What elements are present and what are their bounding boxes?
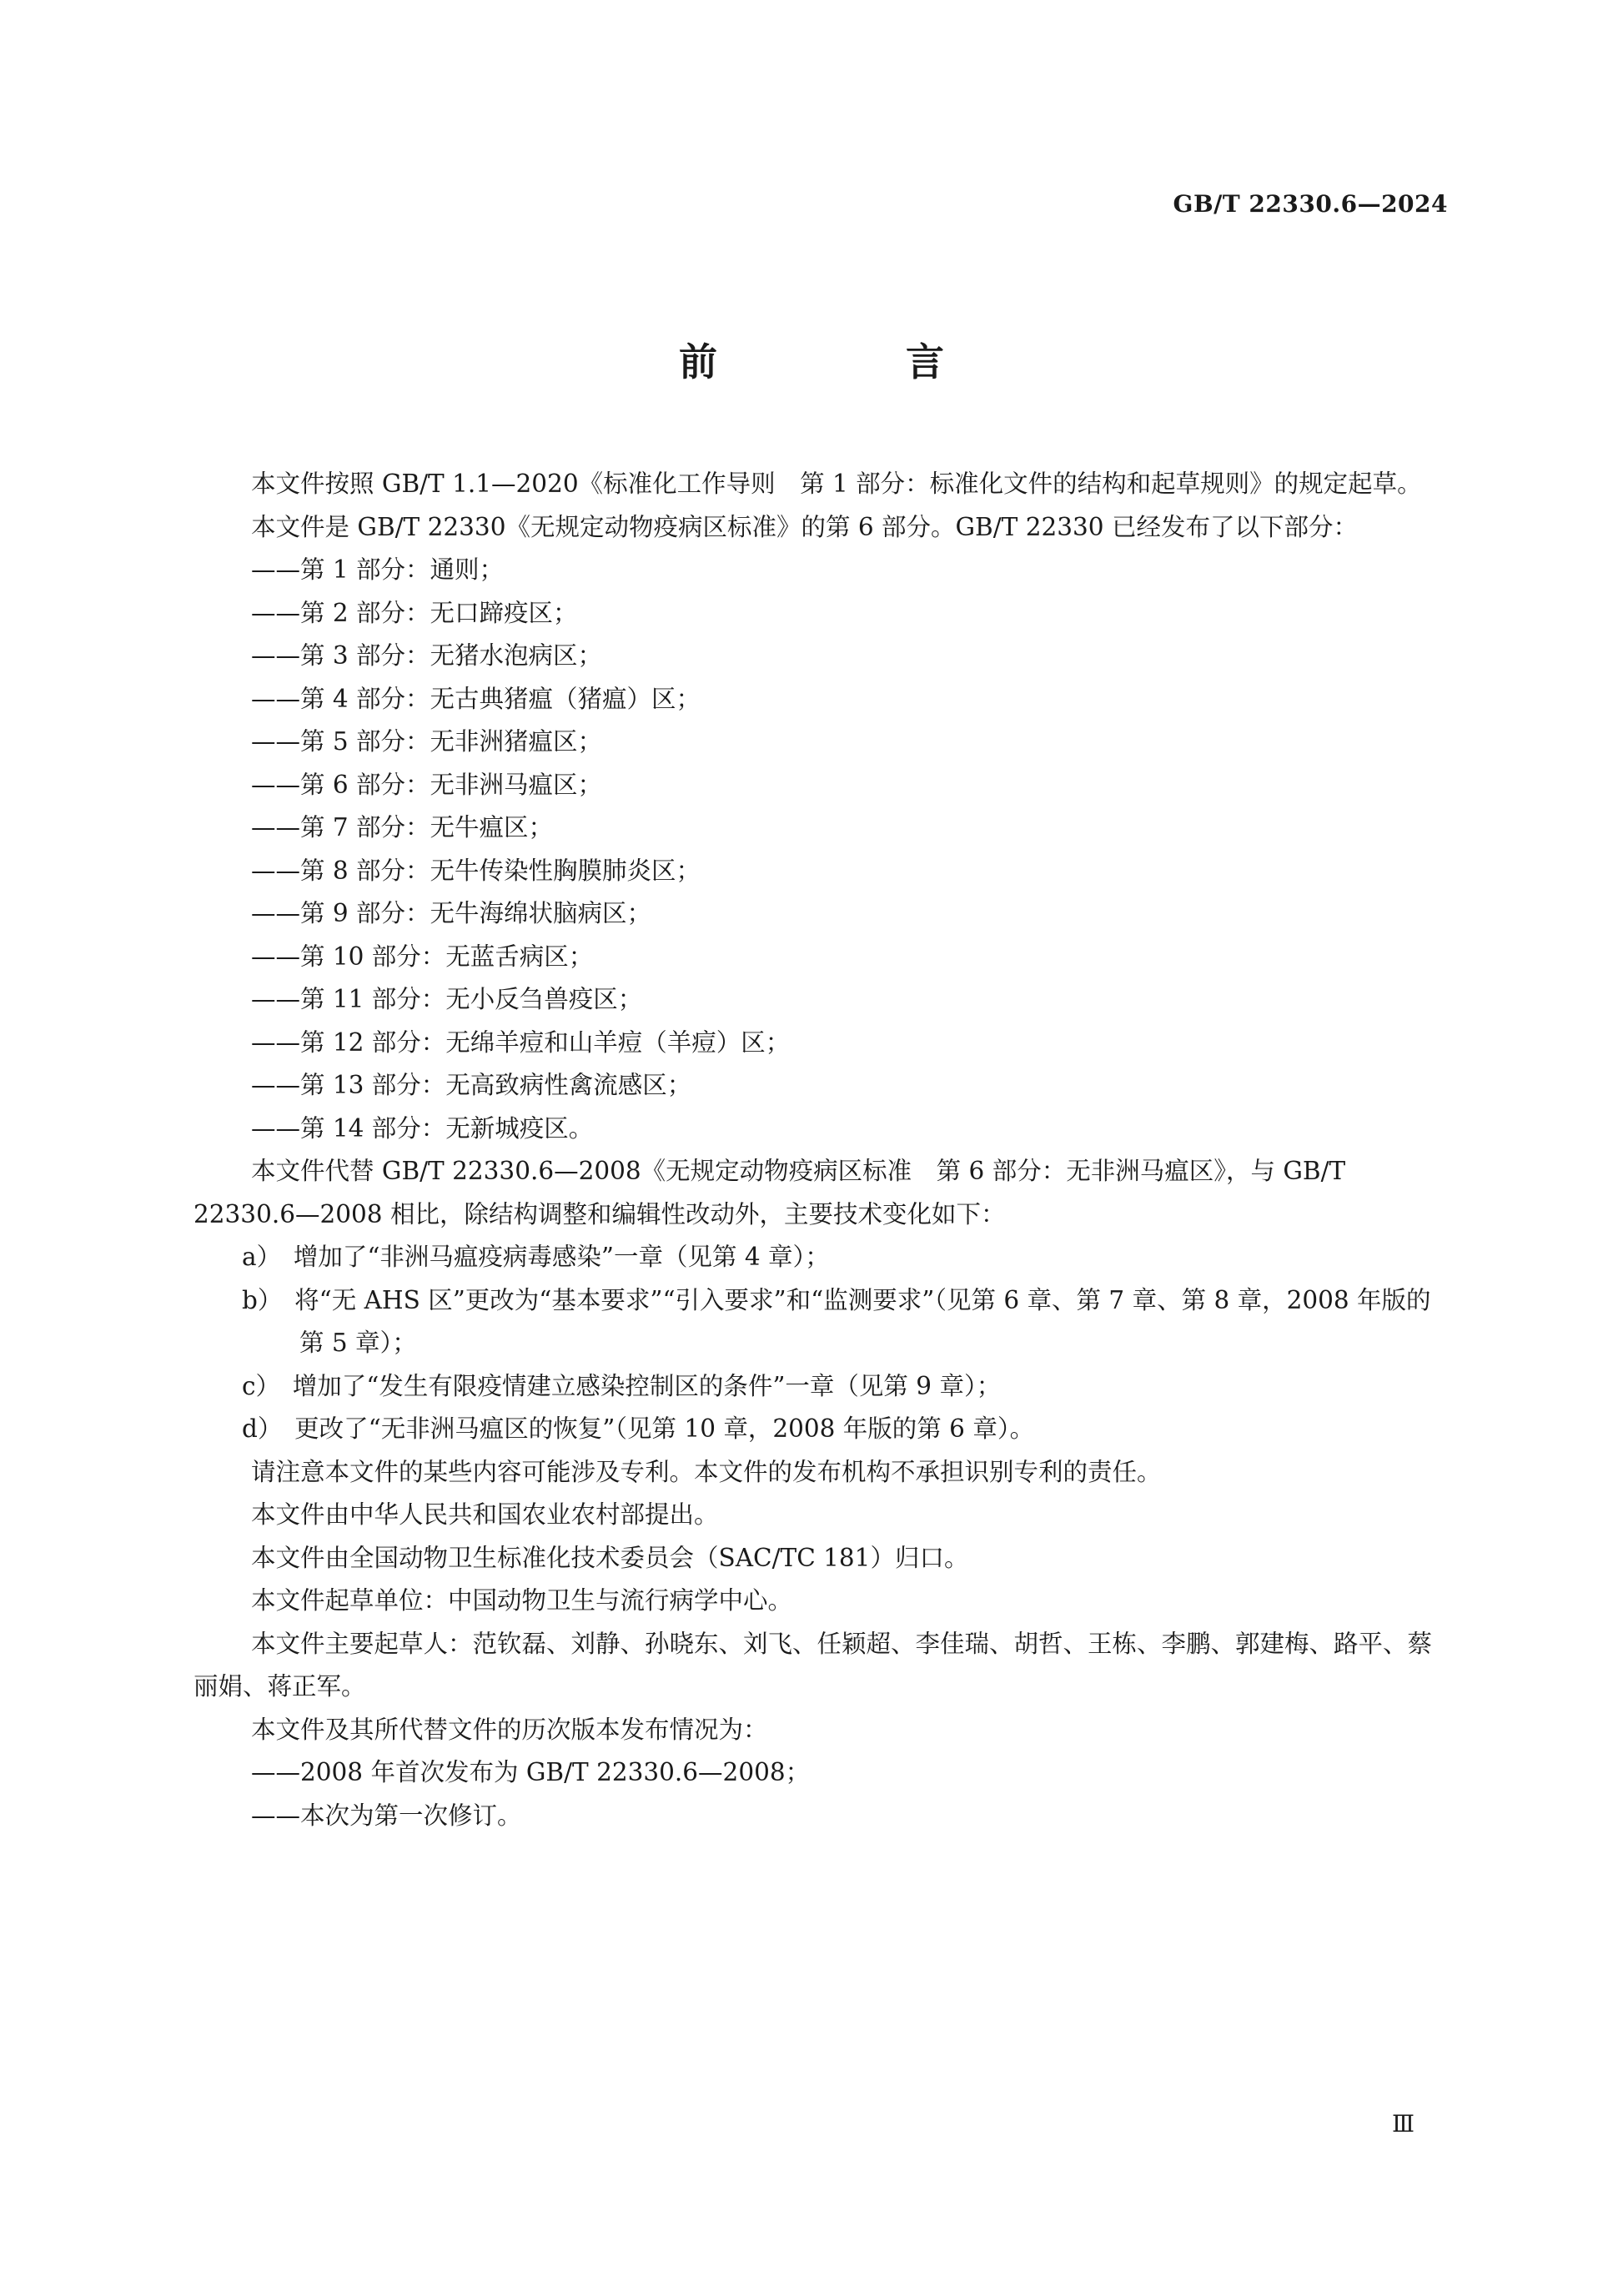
part-list-item: ——第 8 部分：无牛传染性胸膜肺炎区； [251,856,701,885]
drafting-basis-paragraph: 本文件按照 GB/T 1.1—2020《标准化工作导则 第 1 部分：标准化文件的结构和起草规则》的规定起草。 [251,470,1422,498]
page-number: Ⅲ [1392,2110,1415,2138]
part-list-item: ——第 14 部分：无新城疫区。 [251,1113,594,1143]
document-code: GB/T 22330.6—2024 [1173,190,1448,218]
change-list-item: a） 增加了“非洲马瘟疫病毒感染”一章（见第 4 章）； [242,1243,830,1271]
replacement-paragraph: 本文件代替 GB/T 22330.6—2008《无规定动物疫病区标准 第 6 部分：无非洲马瘟区》，与 GB/T 22330.6—2008 相比，除结构调整和编辑性改动外，主要技术变化如下： [193,1157,1346,1228]
history-list-item: ——2008 年首次发布为 GB/T 22330.6—2008； [251,1758,811,1786]
patent-notice-paragraph: 请注意本文件的某些内容可能涉及专利。本文件的发布机构不承担识别专利的责任。 [251,1457,1162,1486]
part-list-item: ——第 5 部分：无非洲猪瘟区； [251,727,603,756]
part-list-item: ——第 7 部分：无牛瘟区； [251,813,554,842]
part-list-item: ——第 11 部分：无小反刍兽疫区； [251,985,643,1013]
part-list-item: ——第 4 部分：无古典猪瘟（猪瘟）区； [251,684,701,713]
change-list-item: d） 更改了“无非洲马瘟区的恢复”（见第 10 章，2008 年版的第 6 章）。 [242,1414,1035,1443]
page-title: 前 言 [679,339,1019,384]
part-list-item: ——第 13 部分：无高致病性禽流感区； [251,1071,692,1099]
part-list-item: ——第 2 部分：无口蹄疫区； [251,598,578,627]
series-intro-paragraph: 本文件是 GB/T 22330《无规定动物疫病区标准》的第 6 部分。GB/T 22330 已经发布了以下部分： [251,512,1358,541]
part-list-item: ——第 1 部分：通则； [251,555,505,584]
part-list-item: ——第 12 部分：无绵羊痘和山羊痘（羊痘）区； [251,1027,791,1057]
drafting-unit-paragraph: 本文件起草单位：中国动物卫生与流行病学中心。 [251,1586,793,1615]
part-list-item: ——第 6 部分：无非洲马瘟区； [251,770,603,799]
part-list-item: ——第 3 部分：无猪水泡病区； [251,641,603,670]
committee-paragraph: 本文件由全国动物卫生标准化技术委员会（SAC/TC 181）归口。 [251,1543,969,1572]
foreword-body [193,463,1451,1837]
drafters-paragraph: 本文件主要起草人：范钦磊、刘静、孙晓东、刘飞、任颖超、李佳瑞、胡哲、王栋、李鹏、郭建梅、路平、蔡丽娟、蒋正军。 [193,1629,1433,1701]
history-intro-paragraph: 本文件及其所代替文件的历次版本发布情况为： [251,1715,768,1744]
change-list-item: c） 增加了“发生有限疫情建立感染控制区的条件”一章（见第 9 章）； [242,1371,1002,1400]
part-list-item: ——第 9 部分：无牛海绵状脑病区； [251,899,652,927]
proposer-paragraph: 本文件由中华人民共和国农业农村部提出。 [251,1500,719,1529]
part-list-item: ——第 10 部分：无蓝舌病区； [251,942,594,971]
history-list-item: ——本次为第一次修订。 [251,1801,522,1830]
change-list-item: b） 将“无 AHS 区”更改为“基本要求”“引入要求”和“监测要求”（见第 6 章、第 7 章、第 8 章，2008 年版的第 5 章）； [242,1285,1431,1357]
